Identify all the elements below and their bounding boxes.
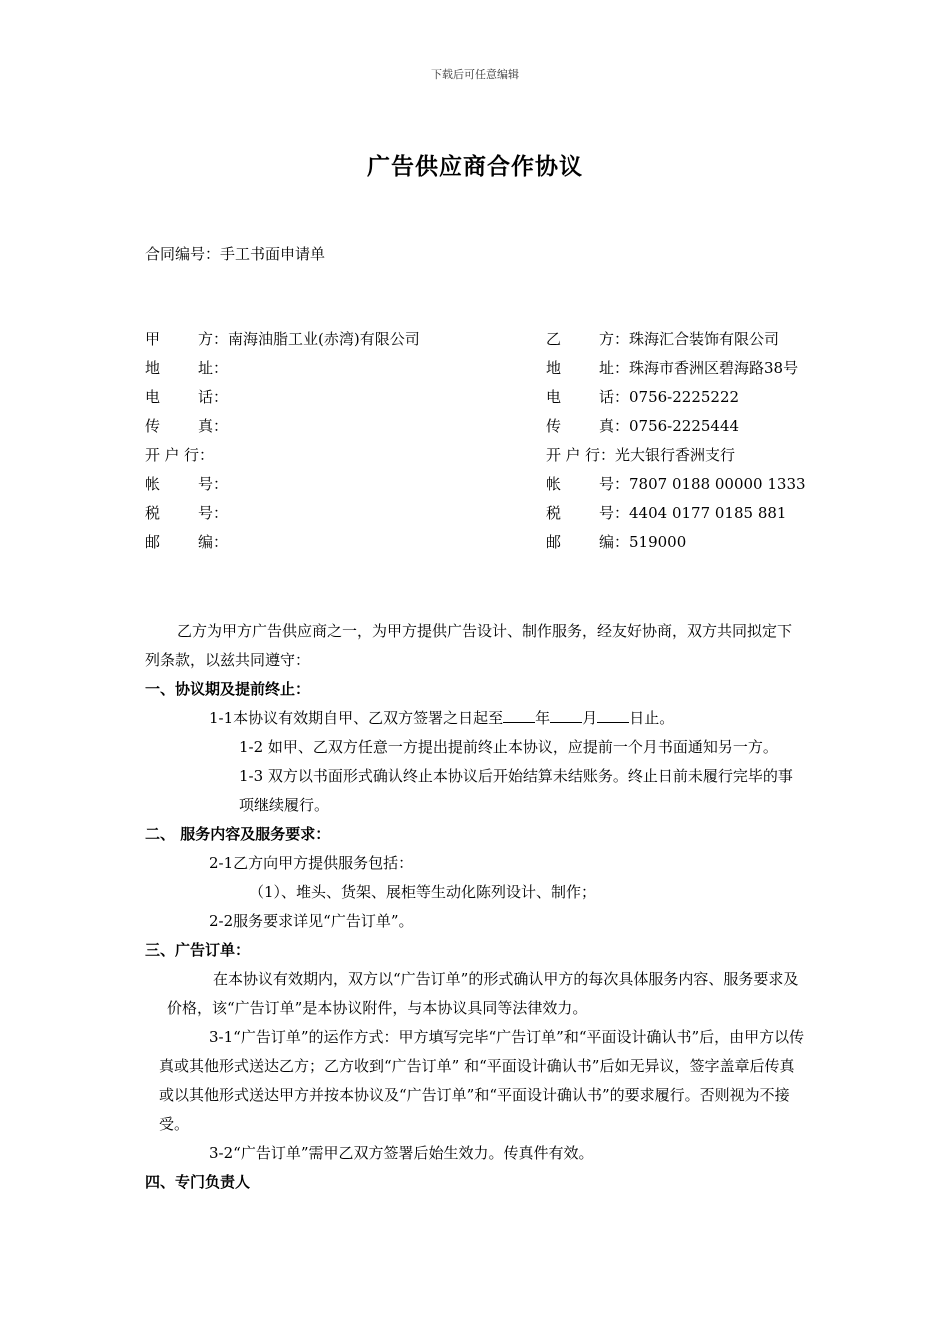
party-b-value: ：519000 [614,533,687,551]
year-blank [503,706,535,723]
party-b-value: ：珠海市香洲区碧海路38号 [614,359,799,377]
section-4-heading: 四、专门负责人 [145,1173,251,1191]
party-b-row [546,358,806,387]
day-label: 日止。 [629,709,675,727]
clause-2-1: 2-1乙方向甲方提供服务包括： [209,854,414,872]
party-a-row [145,503,420,532]
party-b-label: 乙方 [546,330,614,348]
contract-number: 合同编号：手工书面申请单 [145,245,326,263]
party-a-value: ：南海油脂工业(赤湾)有限公司 [213,330,420,348]
party-b-row [546,329,806,358]
party-a-row [145,532,420,561]
party-b-row [546,416,806,445]
party-b-info [546,329,806,561]
party-a-value: ： [199,446,215,464]
party-a-value: ： [213,388,229,406]
clause-3-1: 3-1“广告订单”的运作方式：甲方填写完毕“广告订单”和“平面设计确认书”后，由甲方以传真或其他形式送达乙方；乙方收到“广告订单” 和“平面设计确认书”后如无异议，签字盖章后传真或以其他形式送达甲方并按本协议及“广告订单”和“平面设计确认书”的要求履行。否则视为不接受。 [159,1028,805,1133]
party-b-row [546,503,806,532]
party-b-label: 开户行 [546,446,600,464]
section-3-paragraph: 在本协议有效期内，双方以“广告订单”的形式确认甲方的每次具体服务内容、服务要求及价格，该“广告订单”是本协议附件，与本协议具同等法律效力。 [167,970,799,1017]
section-2-heading: 二、 服务内容及服务要求： [145,825,331,843]
party-a-value: ： [213,504,229,522]
party-a-label: 传真 [145,417,213,435]
clause-1-1 [145,704,805,733]
party-a-value: ： [213,417,229,435]
party-a-info [145,329,420,561]
intro-paragraph: 乙方为甲方广告供应商之一，为甲方提供广告设计、制作服务，经友好协商，双方共同拟定下列条款，以兹共同遵守： [145,622,793,669]
section-1-heading: 一、协议期及提前终止： [145,680,311,698]
party-b-value: ：珠海汇合装饰有限公司 [614,330,780,348]
party-a-value: ： [213,359,229,377]
party-b-row [546,387,806,416]
party-a-label: 税号 [145,504,213,522]
party-a-label: 邮编 [145,533,213,551]
clause-1-1-text: 1-1本协议有效期自甲、乙双方签署之日起至 [209,709,504,727]
day-blank [597,706,629,723]
party-a-label: 帐号 [145,475,213,493]
party-b-row [546,474,806,503]
header-note: 下载后可任意编辑 [431,68,519,81]
party-b-label: 帐号 [546,475,614,493]
party-b-label: 地址 [546,359,614,377]
party-a-row [145,387,420,416]
party-a-row [145,474,420,503]
party-a-row [145,358,420,387]
party-a-row [145,329,420,358]
party-a-label: 开户行 [145,446,199,464]
party-b-label: 传真 [546,417,614,435]
party-b-label: 邮编 [546,533,614,551]
agreement-body [145,617,805,1197]
document-title: 广告供应商合作协议 [367,153,583,180]
party-b-value: ：0756-2225444 [614,417,740,435]
party-a-row [145,445,420,474]
party-a-value: ： [213,475,229,493]
party-a-label: 甲方 [145,330,213,348]
party-b-row [546,445,806,474]
clause-2-2: 2-2服务要求详见“广告订单”。 [209,912,414,930]
party-a-label: 电话 [145,388,213,406]
party-b-label: 电话 [546,388,614,406]
year-label: 年 [535,709,551,727]
party-b-row [546,532,806,561]
clause-1-3: 1-3 双方以书面形式确认终止本协议后开始结算未结账务。终止日前未履行完毕的事项继续履行。 [239,767,793,814]
clause-1-2: 1-2 如甲、乙双方任意一方提出提前终止本协议，应提前一个月书面通知另一方。 [239,738,778,756]
party-b-value: ：光大银行香洲支行 [600,446,736,464]
month-blank [550,706,582,723]
clause-2-1-item: （1）、堆头、货架、展柜等生动化陈列设计、制作； [249,883,597,901]
party-a-label: 地址 [145,359,213,377]
section-3-heading: 三、广告订单： [145,941,251,959]
party-b-value: ：4404 0177 0185 881 [614,504,787,522]
party-a-row [145,416,420,445]
party-b-label: 税号 [546,504,614,522]
month-label: 月 [582,709,598,727]
party-b-value: ：0756-2225222 [614,388,740,406]
party-b-value: ：7807 0188 00000 1333 [614,475,806,493]
party-a-value: ： [213,533,229,551]
clause-3-2: 3-2“广告订单”需甲乙双方签署后始生效力。传真件有效。 [209,1144,594,1162]
